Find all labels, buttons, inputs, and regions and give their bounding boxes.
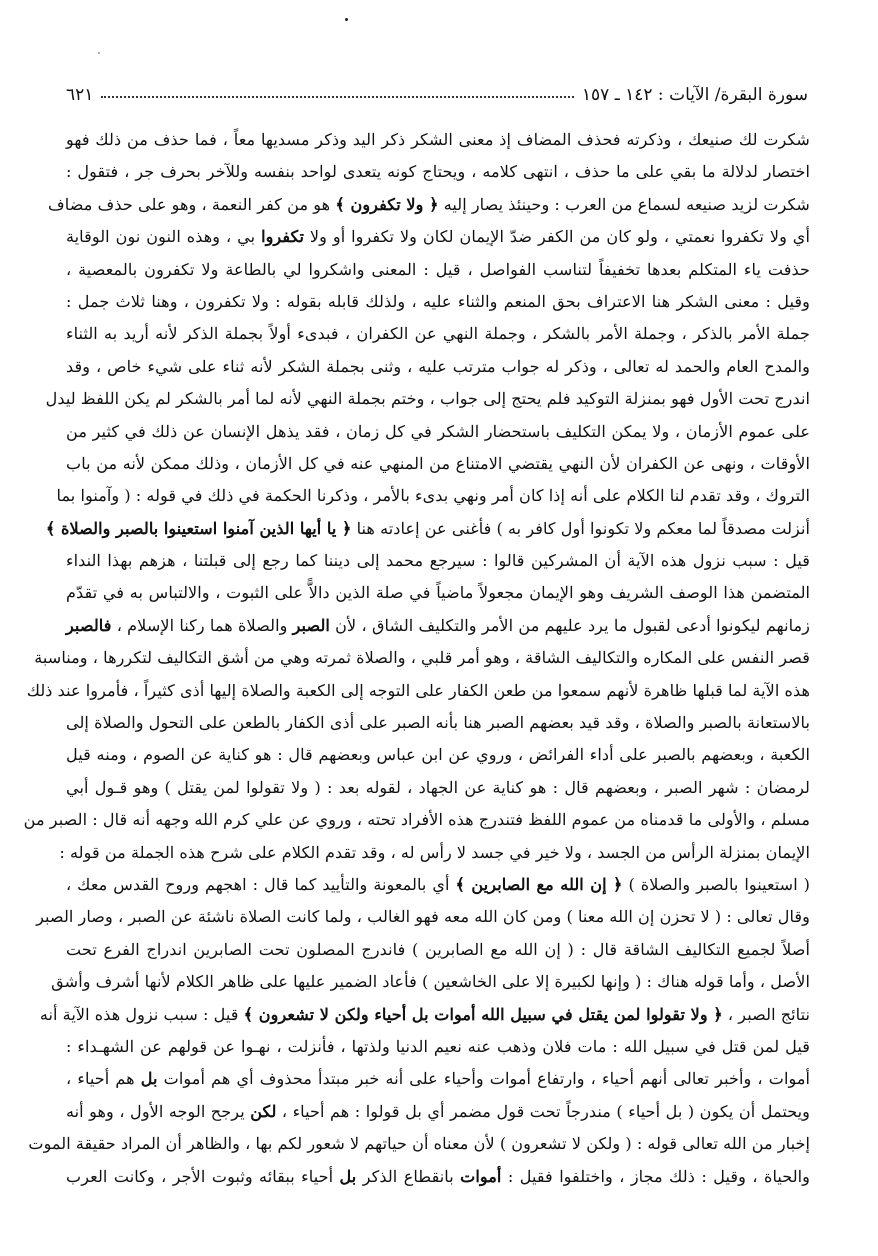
text-run: أي بالمعونة والتأييد كما قال : اهجهم وروح القدس معك ،: [66, 874, 456, 894]
speck-mark: [345, 18, 348, 21]
text-run: أنزلت مصدقاً لما معكم ولا تكونوا أول كافر به ) فأغنى عن إعادته هنا: [351, 518, 810, 538]
text-run: ويحتمل أن يكون ( بل أحياء ) مندرجاً تحت قول مضمر أي بل قولوا : هم أحياء ،: [276, 1101, 810, 1121]
quran-quote: بل: [339, 1166, 357, 1186]
text-run: المتضمن هذا الوصف الشريف وهو الإيمان مجعولاً ماضياً في صلة الذين دالاًّ على الثبوت ، والالتباس به في تقدّم: [66, 583, 810, 603]
text-run: والحياة ، وقيل : ذلك مجاز ، واختلفوا فقيل :: [501, 1166, 810, 1186]
text-line: [66, 254, 810, 286]
text-line: [66, 286, 810, 318]
text-run: والمدح العام والحمد له تعالى ، وذكر له جواب مترتب عليه ، وثنى بجملة الشكر لأنه ثناء على شيء خاص ، وقد: [66, 356, 810, 376]
text-line: [66, 156, 810, 188]
text-line: [28, 1128, 810, 1160]
text-run: الكعبة ، وبعضهم بالصبر على أداء الفرائض ، وروي عن ابن عباس وبعضهم قال : هو كناية عن الصوم ، ومنه قيل: [66, 745, 810, 765]
text-line: [66, 1096, 810, 1128]
text-line: [66, 772, 810, 804]
speck-mark: [98, 52, 100, 54]
quran-quote: لكن: [250, 1101, 277, 1121]
text-run: شكرت لك صنيعك ، وذكرته فحذف المضاف إذ معنى الشكر ذكر اليد وذكر مسديها معاً ، فما حذف من ذلك فهو: [66, 130, 810, 149]
dotted-leader: [101, 96, 574, 98]
text-line: [59, 837, 810, 869]
text-run: لرمضان : شهر الصبر ، وبعضهم قال : هو كناية عن الجهاد ، لقوله بعد : ( ولا تقولوا لمن يقتل ) وهو قـول أبي: [66, 777, 810, 797]
text-line: [45, 383, 810, 415]
text-run: على عموم الأزمان ، ولا يمكن التكليف باستحضار الشكر في كل زمان ، فقد يذهل الإنسان عن ذلك في كثير من: [66, 421, 810, 441]
text-line: [66, 1161, 810, 1193]
text-run: هذه الآية لما قبلها ظاهرة لأنهم سمعوا من طعن الكفار على التوجه إلى الكعبة والصلاة إليها أذى كثيراً ، فأمروا عند ذلك: [26, 680, 810, 700]
text-run: قيل لمن قتل في سبيل الله : مات فلان وذهب عنه نعيم الدنيا ولذتها ، فأنزلت ، نهـوا عن قولهم عن الشهـداء :: [66, 1036, 810, 1056]
quran-quote: ﴿ إن الله مع الصابرين ﴾: [455, 874, 623, 894]
text-run: هو من كفر النعمة ، وهو على حذف مضاف: [48, 194, 336, 214]
text-run: أحياء ببقائه وثبوت الأجر ، وكانت العرب: [66, 1166, 340, 1186]
text-run: زمانهم ليكونوا أدعى لقبول ما يرد عليهم من الأمر والتكليف الشاق ، لأن: [329, 615, 810, 635]
text-line: [66, 577, 810, 609]
text-run: الإيمان بمنزلة الرأس من الجسد ، ولا خير في جسد لا رأس له ، وقد تقدم الكلام على شرح هذه الجملة من قوله :: [59, 842, 810, 862]
text-run: وقيل : معنى الشكر هنا الاعتراف بحق المنعم والثناء عليه ، ولذلك قابله بقوله : ولا تكفرون ، وهنا ثلاث جمل :: [66, 291, 810, 311]
running-title: سورة البقرة/ الآيات : ١٤٢ ـ ١٥٧: [581, 85, 808, 105]
text-run: أي ولا تكفروا نعمتي ، ولو كان من الكفر ضدّ الإيمان لكان ولا تكفروا أو ولا: [303, 227, 810, 247]
text-run: أموات ، وأخبر تعالى أنهم أحياء ، وارتفاع أموات وأحياء على أنه خبر مبتدأ محذوف أي هم أموات: [157, 1069, 811, 1089]
text-run: بالاستعانة بالصبر والصلاة ، وقد قيد بعضهم الصبر هنا بأنه الصبر على أذى الكفار بالطعن على التحول والصلاة إلى: [66, 713, 810, 733]
text-line: [34, 642, 810, 674]
text-run: إخبار من الله تعالى قوله : ( ولكن لا تشعرون ) لأن معناه أن حياتهم لا شعور لكم بها ، والظاهر أن المراد حقيقة الموت: [28, 1134, 810, 1154]
quran-quote: الصبر: [292, 615, 330, 635]
text-line: [56, 480, 810, 512]
text-line: [48, 189, 810, 221]
text-run: مسلم ، والأولى ما قدمناه من عموم اللفظ فتندرج هذه الأفراد تحته ، وروي عن علي كرم الله وجهه أنه قال : الصبر من: [23, 810, 810, 830]
text-line: [66, 1063, 810, 1095]
text-line: [66, 545, 810, 577]
text-line: [66, 869, 810, 901]
text-run: أصلاً لجميع التكاليف الشاقة قال : ( إن الله مع الصابرين ) فاندرج المصلون تحت الصابرين اندراج الفرع تحت: [66, 939, 810, 959]
text-line: [51, 966, 810, 998]
text-run: قصر النفس على المكاره والتكاليف الشاقة ، وهو أمر قلبي ، والصلاة ثمرته وهي من أشق التكاليف لتكررها ، ومناسبة: [34, 648, 810, 668]
text-line: [66, 610, 810, 642]
quran-quote: ﴿ ولا تكفرون ﴾: [335, 194, 439, 214]
text-run: قيل : سبب نزول هذه الآية أن المشركين قالوا : سيرجع محمد إلى ديننا كما رجع إلى قبلتنا ، هزهم بهذا النداء: [66, 551, 810, 571]
text-line: [66, 416, 810, 448]
text-line: [66, 1031, 810, 1063]
text-line: [23, 804, 810, 836]
text-line: [66, 448, 810, 480]
text-run: اندرج تحت الأول فهو بمنزلة التوكيد فلم يحتج إلى جواب ، وختم بجملة النهي لأنه لما أمر بالشكر لم يكن اللفظ ليدل: [45, 389, 810, 409]
quran-quote: أموات: [460, 1166, 502, 1186]
text-run: اختصار لدلالة ما بقي على ما حذف ، انتهى كلامه ، ويحتاج كونه يتعدى لواحد بنفسه وللآخر بحرف جر ، فتقول :: [66, 162, 810, 182]
text-run: والصلاة هما ركنا الإسلام ،: [111, 615, 293, 635]
text-line: [66, 707, 810, 739]
quran-quote: تكفروا: [261, 227, 304, 247]
text-line: [45, 513, 810, 545]
text-line: [66, 221, 810, 253]
text-run: وقال تعالى : ( لا تحزن إن الله معنا ) ومن كان الله معه فهو الغالب ، ولما كانت الصلاة ناشئة عن الصبر ، وصار الصبر: [36, 907, 810, 927]
text-run: الأصل ، وأما قوله هناك : ( وإنها لكبيرة إلا على الخاشعين ) فأعاد الضمير عليها على ظاهر الكلام لأنها أشرف وأشق: [51, 972, 810, 992]
body-text: [23, 124, 811, 1193]
page-header: [66, 82, 808, 108]
text-run: جملة الأمر بالذكر ، وجملة الأمر بالشكر ، وجملة النهي عن الكفران ، فبدىء أولاً بجملة الذكر لأنه أريد به الثناء: [66, 324, 810, 344]
text-run: قيل : سبب نزول هذه الآية أنه: [39, 1004, 244, 1024]
text-line: [66, 739, 810, 771]
text-line: [66, 124, 810, 156]
text-run: يرجح الوجه الأول ، وهو أنه: [66, 1101, 251, 1121]
text-line: [66, 318, 810, 350]
text-run: هم أحياء ،: [66, 1069, 141, 1089]
quran-quote: بل: [140, 1069, 158, 1089]
text-run: شكرت لزيد صنيعه لسماع من العرب : وحينئذ يصار إليه: [438, 194, 810, 214]
text-line: [39, 999, 810, 1031]
text-run: نتائج الصبر ،: [722, 1004, 810, 1024]
text-line: [26, 675, 810, 707]
quran-quote: ﴿ ولا تقولوا لمن يقتل في سبيل الله أموات بل أحياء ولكن لا تشعرون ﴾: [243, 1004, 723, 1024]
page-number: ٦٢١: [66, 85, 94, 105]
quran-quote: فالصبر: [66, 615, 112, 635]
text-run: بي ، وهذه النون نون الوقاية: [66, 227, 262, 247]
quran-quote: ﴿ يا أيها الذين آمنوا استعينوا بالصبر والصلاة ﴾: [45, 518, 352, 538]
text-line: [36, 901, 810, 933]
text-run: الأوقات ، ونهى عن الكفران لأن النهي يقتضي الامتناع من المنهي عنه في كل الأزمان ، وذلك ممكن لأنه من باب: [66, 453, 810, 473]
text-line: [66, 351, 810, 383]
text-run: حذفت ياء المتكلم بعدها تخفيفاً لتناسب الفواصل ، قيل : المعنى واشكروا لي بالطاعة ولا تكفرون بالمعصية ،: [66, 259, 810, 279]
text-line: [66, 934, 810, 966]
text-run: التروك ، وقد تقدم لنا الكلام على أنه إذا كان أمر ونهي بدىء بالأمر ، وذكرنا الحكمة في ذلك في قوله : ( وآمنوا بما: [56, 486, 810, 506]
text-run: ( استعينوا بالصبر والصلاة ): [622, 874, 810, 894]
text-run: بانقطاع الذكر: [356, 1166, 461, 1186]
